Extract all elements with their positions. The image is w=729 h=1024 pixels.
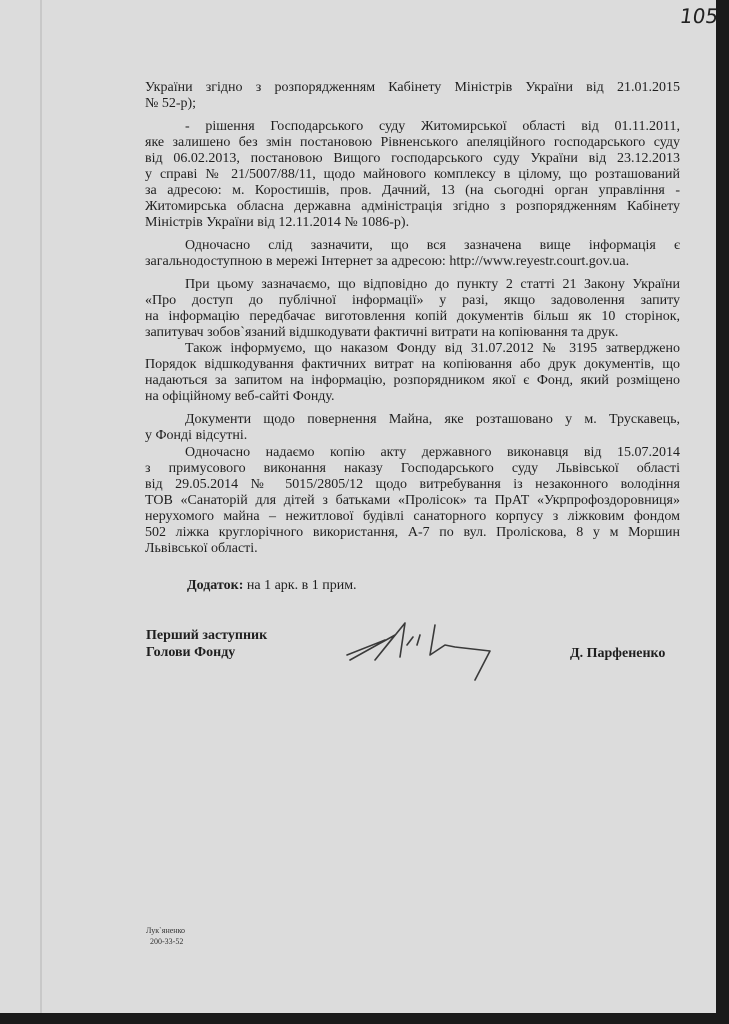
text-line: Львівської області. [145, 541, 258, 556]
text-line: Порядок відшкодування фактичних витрат на копіювання або друк документів, що [145, 357, 680, 372]
attachment-line [187, 578, 682, 594]
handwritten-signature [345, 615, 495, 685]
text-line: «Про доступ до публічної інформації» у разі, якщо задоволення запиту [145, 293, 680, 308]
text-line: надаються за запитом на інформацію, розпорядником якої є Фонд, який розміщено [145, 373, 680, 388]
executor-phone: 200-33-52 [150, 937, 184, 946]
page-number: 105 [678, 4, 720, 28]
signatory-position: Перший заступник [146, 628, 268, 643]
text-line: ТОВ «Санаторій для дітей з батьками «Пролісок» та ПрАТ «Укрпрофоздоровниця» [145, 493, 680, 508]
text-line: від 29.05.2014 № 5015/2805/12 щодо витребування із незаконного володіння [145, 477, 680, 492]
text-line: з примусового виконання наказу Господарського суду Львівської області [145, 461, 680, 476]
text-line: Міністрів України від 12.11.2014 № 1086-р). [145, 215, 410, 230]
text-line: - рішення Господарського суду Житомирської області від 01.11.2011, [185, 119, 680, 134]
text-line: у справі № 21/5007/88/11, щодо майнового комплексу в цілому, що розташований [145, 167, 680, 182]
text-line: № 52-р); [145, 96, 197, 111]
signatory-name: Д. Парфененко [570, 646, 666, 661]
text-line: Одночасно слід зазначити, що вся зазначена вище інформація є [185, 238, 680, 253]
text-line: Також інформуємо, що наказом Фонду від 31.07.2012 № 3195 затверджено [185, 341, 680, 356]
text-line: від 06.02.2013, постановою Вищого господарського суду України від 23.12.2013 [145, 151, 680, 166]
text-line: на інформацію передбачає виготовлення копій документів більш як 10 сторінок, [145, 309, 680, 324]
text-line: запитувач зобов`язаний відшкодувати фактичні витрати на копіювання та друк. [145, 325, 619, 340]
text-line: України згідно з розпорядженням Кабінету Міністрів України від 21.01.2015 [145, 80, 680, 95]
executor-name: Лук`яненко [146, 926, 186, 935]
attachment-label: Додаток: [187, 578, 244, 593]
text-line: При цьому зазначаємо, що відповідно до пункту 2 статті 21 Закону України [185, 277, 680, 292]
text-line: Житомирська обласна державна адміністрація згідно з розпорядженням Кабінету [145, 199, 680, 214]
text-line: загальнодоступною в мережі Інтернет за адресою: http://www.reyestr.court.gov.ua. [145, 254, 630, 269]
text-line: за адресою: м. Коростишів, пров. Дачний, 13 (на сьогодні орган управління - [145, 183, 680, 198]
text-line: у Фонді відсутні. [145, 428, 248, 443]
text-line: нерухомого майна – нежитлової будівлі санаторного корпусу з ліжковим фондом [145, 509, 680, 524]
scan-edge [40, 0, 42, 1013]
attachment-text: на 1 арк. в 1 прим. [246, 578, 357, 593]
text-line: на офіційному веб-сайті Фонду. [145, 389, 335, 404]
text-line: Документи щодо повернення Майна, яке розташовано у м. Трускавець, [185, 412, 680, 427]
text-line: яке залишено без змін постановою Рівненського апеляційного господарського суду [145, 135, 680, 150]
text-line: 502 ліжка круглорічного використання, А-7 по вул. Пролісковa, 8 у м Моршин [145, 525, 680, 540]
text-line: Одночасно надаємо копію акту державного виконавця від 15.07.2014 [185, 445, 680, 460]
signatory-position: Голови Фонду [146, 645, 236, 660]
